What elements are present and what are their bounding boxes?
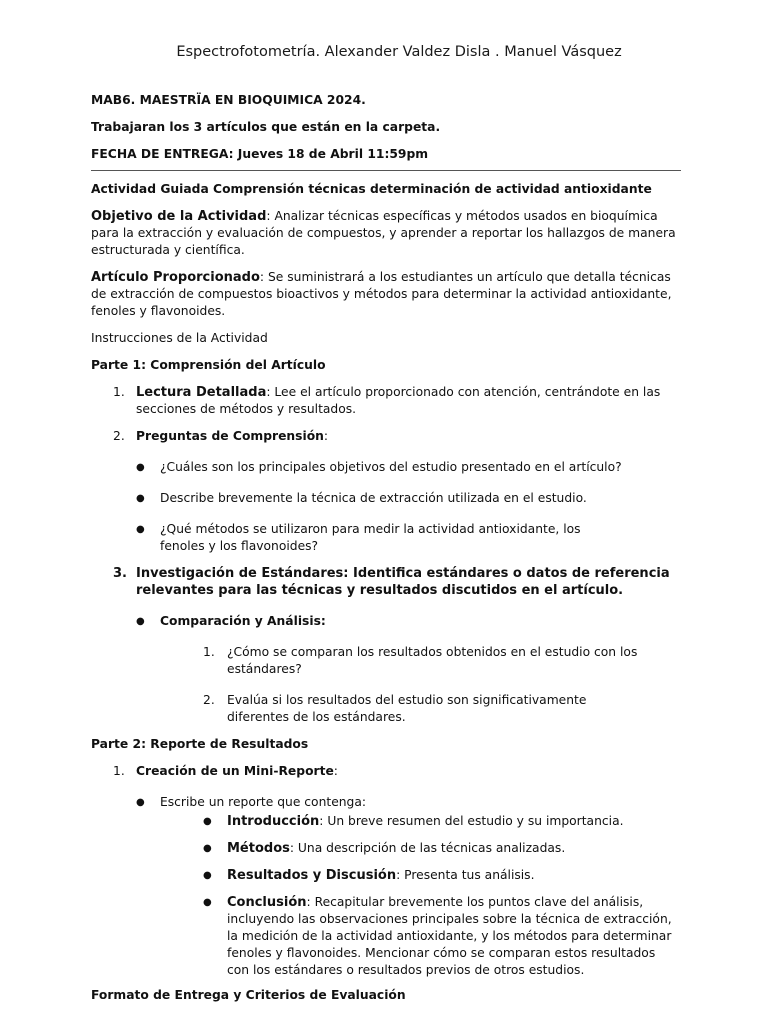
document-body [91, 92, 681, 1014]
report-section-metodos [91, 840, 681, 857]
part2-title: Parte 2: Reporte de Resultados [91, 737, 309, 751]
comparison-heading [91, 613, 681, 630]
list-item-body: : [323, 429, 329, 443]
bullet-icon: ● [136, 797, 145, 808]
question-text: ¿Qué métodos se utilizaron para medir la actividad antioxidante, los fenoles y los flavonoides? [160, 522, 581, 553]
article-label: Artículo Proporcionado [91, 270, 260, 285]
bullet-icon: ● [203, 843, 212, 854]
report-section-conclusion [91, 894, 681, 979]
bullet-icon: ● [136, 462, 145, 473]
work-instruction: Trabajaran los 3 artículos que están en la carpeta. [91, 120, 441, 134]
section-text [227, 894, 677, 979]
list-item-body: : Lee el artículo proporcionado con atención, centrándote en las secciones de métodos y resultados. [136, 385, 661, 416]
comparison-item-1 [91, 644, 681, 678]
list-item-text [136, 763, 338, 780]
final-heading: Formato de Entrega y Criterios de Evaluación [91, 988, 406, 1002]
objective-paragraph [91, 208, 681, 259]
section-body: : Presenta tus análisis. [396, 868, 535, 882]
section-label: Introducción [227, 814, 320, 829]
section-label: Resultados y Discusión [227, 868, 397, 883]
list-item-text: Evalúa si los resultados del estudio son significativamente diferentes de los estándares. [227, 693, 587, 724]
section-text [227, 813, 624, 830]
section-body: : Recapitular brevemente los puntos clave del análisis, incluyendo las observaciones principales sobre la técnica de extracción, la medición de la actividad antioxidante, y los métodos para determinar fenoles y flavonoides. Mencionar cómo se comparan estos resultados con los estándares o resultados previos de otros estudios. [227, 895, 672, 977]
section-text [227, 867, 535, 884]
activity-title: Actividad Guiada Comprensión técnicas determinación de actividad antioxidante [91, 182, 652, 196]
comparison-item-2 [91, 692, 681, 726]
course-title: MAB6. MAESTRÏA EN BIOQUIMICA 2024. [91, 93, 366, 107]
part1-item-3 [91, 565, 681, 599]
list-item-text: ¿Cómo se comparan los resultados obtenidos en el estudio con los estándares? [227, 645, 638, 676]
section-body: : Una descripción de las técnicas analizadas. [289, 841, 566, 855]
bullet-icon: ● [136, 524, 145, 535]
list-item-label: Preguntas de Comprensión [136, 429, 324, 443]
part1-item-2 [91, 428, 681, 445]
comprehension-question-2 [91, 490, 681, 507]
list-item-text [136, 384, 681, 418]
list-item-label: Lectura Detallada [136, 385, 267, 400]
section-body: : Un breve resumen del estudio y su importancia. [319, 814, 624, 828]
bullet-icon: ● [203, 816, 212, 827]
part2-item-1 [91, 763, 681, 780]
comprehension-question-3 [91, 521, 681, 555]
objective-label: Objetivo de la Actividad [91, 209, 267, 224]
part1-item-1 [91, 384, 681, 418]
article-paragraph [91, 269, 681, 320]
section-text [227, 840, 565, 857]
comparison-label: Comparación y Análisis: [160, 614, 326, 628]
divider [91, 170, 681, 171]
part1-title: Parte 1: Comprensión del Artículo [91, 358, 326, 372]
list-item-label: Creación de un Mini-Reporte [136, 764, 334, 778]
question-text: ¿Cuáles son los principales objetivos del estudio presentado en el artículo? [160, 460, 622, 474]
bullet-icon: ● [203, 897, 212, 908]
report-section-introduccion [91, 813, 681, 830]
list-number: 1. [113, 764, 125, 778]
list-number: 2. [203, 693, 215, 707]
list-number: 1. [203, 645, 215, 659]
section-label: Conclusión [227, 895, 307, 910]
list-number: 3. [113, 566, 127, 581]
document-header: Espectrofotometría. Alexander Valdez Disla . Manuel Vásquez [176, 44, 622, 60]
bullet-icon: ● [136, 616, 145, 627]
list-item-text [136, 428, 328, 445]
article-text: : Se suministrará a los estudiantes un artículo que detalla técnicas de extracción de compuestos bioactivos y métodos para determinar la actividad antioxidante, fenoles y flavonoides. [91, 270, 672, 318]
objective-text: : Analizar técnicas específicas y métodos usados en bioquímica para la extracción y evaluación de compuestos, y aprender a reportar los hallazgos de manera estructurada y científica. [91, 209, 676, 257]
list-item-body: : [333, 764, 338, 778]
due-date: FECHA DE ENTREGA: Jueves 18 de Abril 11:59pm [91, 147, 429, 161]
section-label: Métodos [227, 841, 290, 856]
report-intro-bullet [91, 794, 681, 811]
report-intro-text: Escribe un reporte que contenga: [160, 795, 367, 809]
list-number: 1. [113, 385, 125, 399]
question-text: Describe brevemente la técnica de extracción utilizada en el estudio. [160, 491, 587, 505]
comprehension-question-1 [91, 459, 681, 476]
list-item-text: Investigación de Estándares: Identifica estándares o datos de referencia relevantes para las técnicas y resultados discutidos en el artículo. [136, 566, 670, 598]
bullet-icon: ● [203, 870, 212, 881]
list-number: 2. [113, 429, 125, 443]
report-section-resultados [91, 867, 681, 884]
bullet-icon: ● [136, 493, 145, 504]
instructions-heading: Instrucciones de la Actividad [91, 331, 268, 345]
